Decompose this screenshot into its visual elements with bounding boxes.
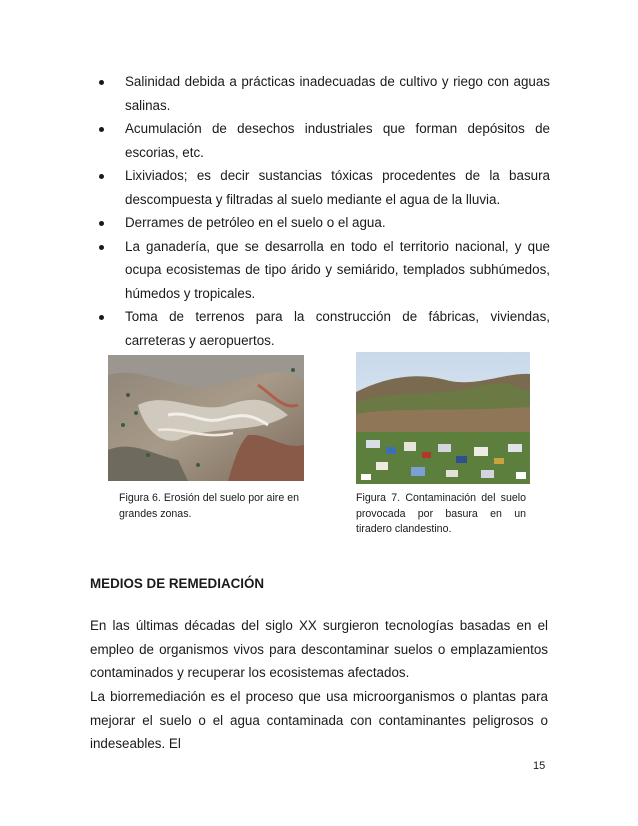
- bullet-icon: [99, 127, 104, 132]
- figure-6-image: [108, 355, 304, 481]
- figure-7-caption: Figura 7. Contaminación del suelo provocada por basura en un tiradero clandestino.: [356, 492, 526, 535]
- bullet-icon: [99, 221, 104, 226]
- bullet-icon: [99, 80, 104, 85]
- bullet-item: Lixiviados; es decir sustancias tóxicas procedentes de la basura descompuesta y filtradas al suelo mediante el agua de la lluvia.: [95, 164, 550, 211]
- bullet-icon: [99, 245, 104, 250]
- bullet-item: Acumulación de desechos industriales que forman depósitos de escorias, etc.: [95, 117, 550, 164]
- paragraph: La biorremediación es el proceso que usa microorganismos o plantas para mejorar el suelo o el agua contaminada con contaminantes peligrosos o indeseables. El: [90, 689, 548, 751]
- bullet-list: [95, 70, 550, 352]
- section-heading: MEDIOS DE REMEDIACIÓN: [90, 576, 265, 591]
- bullet-item: Derrames de petróleo en el suelo o el agua.: [95, 211, 550, 235]
- bullet-item: Salinidad debida a prácticas inadecuadas de cultivo y riego con aguas salinas.: [95, 70, 550, 117]
- figure-7-image: [356, 352, 530, 484]
- bullet-item: Toma de terrenos para la construcción de fábricas, viviendas, carreteras y aeropuertos.: [95, 305, 550, 352]
- paragraph: En las últimas décadas del siglo XX surgieron tecnologías basadas en el empleo de organismos vivos para descontaminar suelos o emplazamientos contaminados y recuperar los ecosistemas afectados.: [90, 618, 548, 680]
- page-number: 15: [533, 760, 546, 772]
- bullet-item: La ganadería, que se desarrolla en todo el territorio nacional, y que ocupa ecosistemas de tipo árido y semiárido, templados subhúmedos, húmedos y tropicales.: [95, 235, 550, 306]
- bullet-icon: [99, 174, 104, 179]
- bullet-icon: [99, 315, 104, 320]
- figure-6-caption: Figura 6. Erosión del suelo por aire en grandes zonas.: [119, 492, 299, 520]
